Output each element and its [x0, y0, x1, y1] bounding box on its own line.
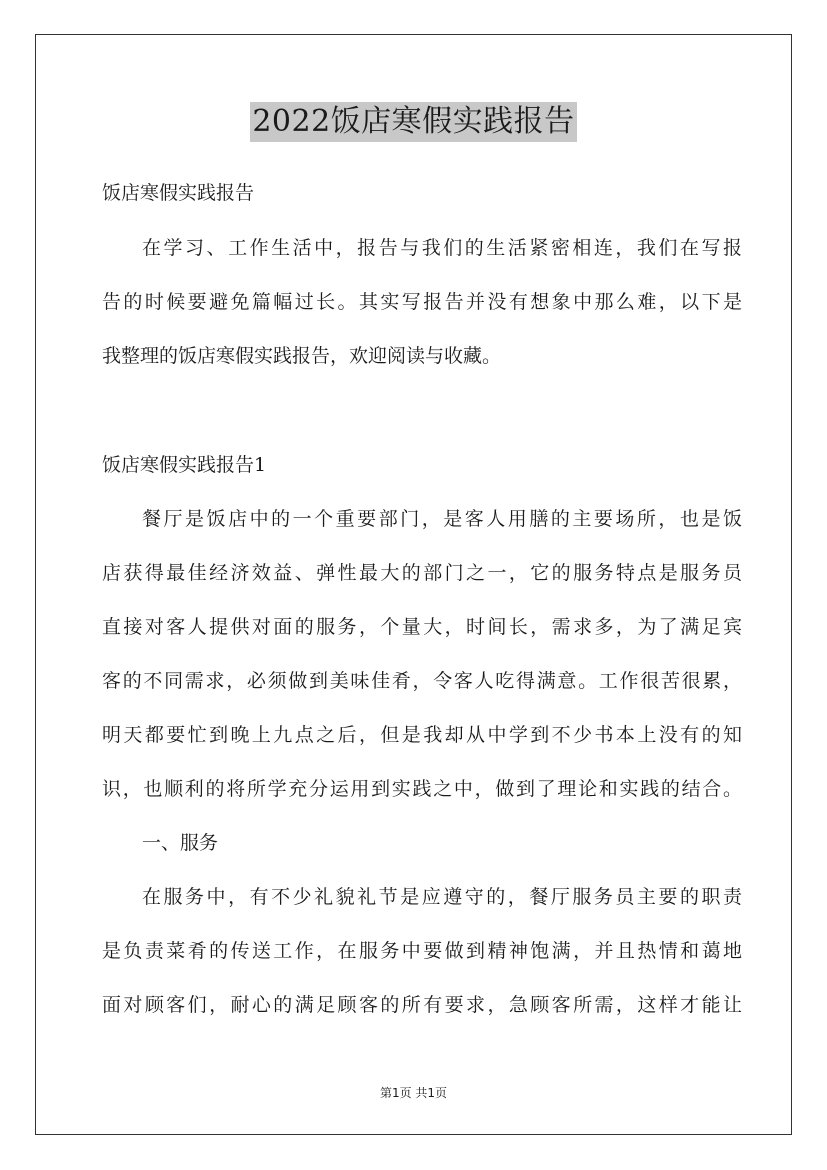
sub-heading: 一、服务: [142, 832, 219, 854]
paragraph-line: 明天都要忙到晚上九点之后，但是我却从中学到不少书本上没有的知: [102, 724, 742, 746]
paragraph-line: 在服务中，有不少礼貌礼节是应遵守的，餐厅服务员主要的职责: [142, 886, 742, 908]
paragraph-line: 识，也顺利的将所学充分运用到实践之中，做到了理论和实践的结合。: [102, 778, 742, 800]
title-container: [0, 102, 827, 142]
subtitle: 饭店寒假实践报告: [102, 182, 255, 204]
document-title: 2022饭店寒假实践报告: [250, 102, 576, 142]
paragraph-line: 是负责菜肴的传送工作，在服务中要做到精神饱满，并且热情和蔼地: [102, 940, 742, 962]
intro-line: 在学习、工作生活中，报告与我们的生活紧密相连，我们在写报: [142, 237, 742, 259]
paragraph-line: 面对顾客们，耐心的满足顾客的所有要求，急顾客所需，这样才能让: [102, 994, 742, 1016]
intro-line: 告的时候要避免篇幅过长。其实写报告并没有想象中那么难，以下是: [102, 291, 742, 313]
paragraph-line: 餐厅是饭店中的一个重要部门，是客人用膳的主要场所，也是饭: [142, 508, 742, 530]
intro-line: 我整理的饭店寒假实践报告，欢迎阅读与收藏。: [102, 345, 502, 367]
page-footer: 第1页 共1页: [379, 1086, 448, 1100]
paragraph-line: 店获得最佳经济效益、弹性最大的部门之一，它的服务特点是服务员: [102, 562, 742, 584]
paragraph-line: 直接对客人提供对面的服务，个量大，时间长，需求多，为了满足宾: [102, 616, 742, 638]
section-heading: 饭店寒假实践报告1: [102, 454, 267, 476]
paragraph-line: 客的不同需求，必须做到美味佳肴，令客人吃得满意。工作很苦很累，: [102, 670, 742, 692]
